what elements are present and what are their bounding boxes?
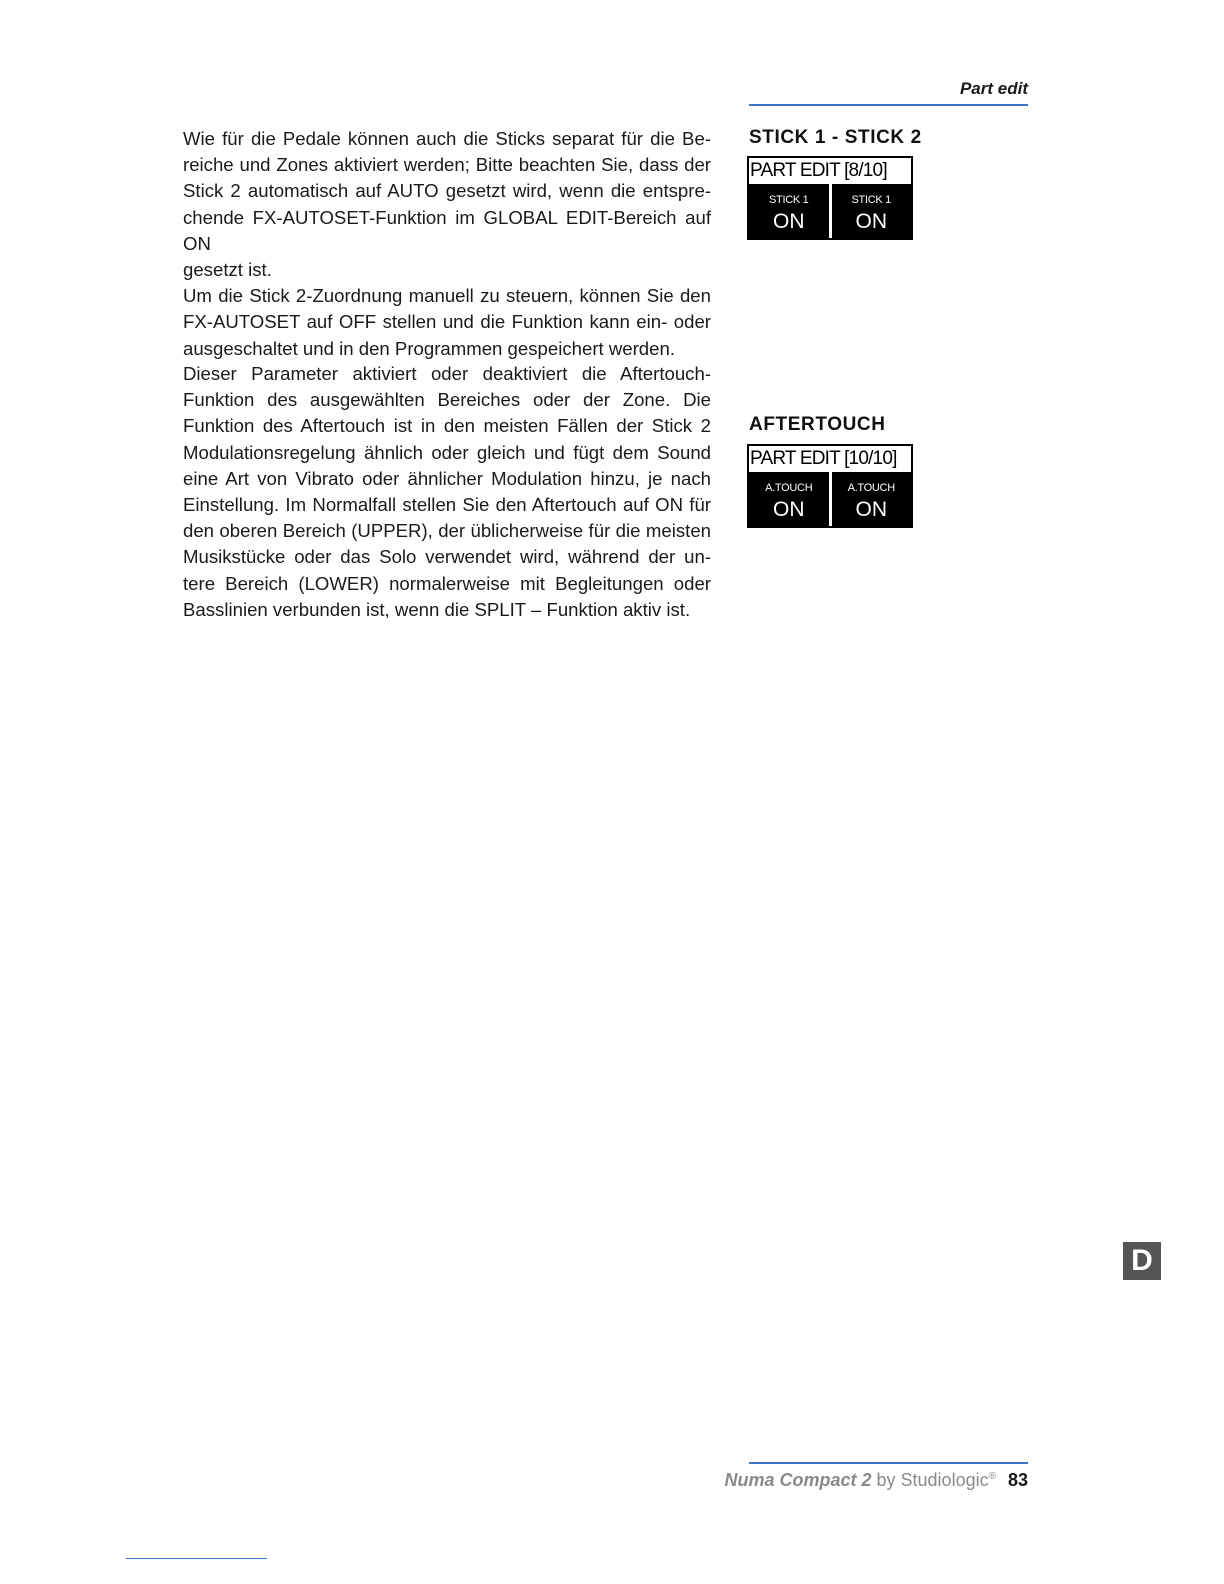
lcd-cell-value: ON xyxy=(773,498,805,521)
text-line: Dieser Parameter aktiviert oder deaktiviert die Aftertouch- xyxy=(183,363,711,384)
text-line: Wie für die Pedale können auch die Sticks separat für die Be- xyxy=(183,128,711,149)
lcd-row xyxy=(749,472,911,526)
text-line: gesetzt ist. xyxy=(183,259,272,281)
page-footer xyxy=(700,1470,1028,1491)
text-line: Einstellung. Im Normalfall stellen Sie den Aftertouch auf ON für xyxy=(183,494,711,516)
stick-lcd-display xyxy=(747,156,913,240)
lcd-cell-stick-2 xyxy=(829,184,912,238)
lcd-cell-label: STICK 1 xyxy=(769,194,809,206)
aftertouch-description xyxy=(183,361,711,623)
aftertouch-section-label: AFTERTOUCH xyxy=(749,414,886,435)
text-line: eine Art von Vibrato oder ähnlicher Modulation hinzu, je nach xyxy=(183,467,711,489)
text-line: Funktion des Aftertouch ist in den meisten Fällen der Stick 2 xyxy=(183,415,711,437)
text-line: tere Bereich (LOWER) normalerweise mit Begleitungen oder xyxy=(183,572,711,594)
lcd-cell-value: ON xyxy=(773,210,805,233)
lcd-title: PART EDIT [8/10] xyxy=(749,158,911,184)
lcd-title: PART EDIT [10/10] xyxy=(749,446,911,472)
lcd-cell-atouch-2 xyxy=(829,472,912,526)
lcd-cell-label: A.TOUCH xyxy=(847,482,895,494)
lcd-cell-atouch-1 xyxy=(749,472,829,526)
text-line: Stick 2 automatisch auf AUTO gesetzt wird, wenn die entspre- xyxy=(183,180,711,202)
text-line: Basslinien verbunden ist, wenn die SPLIT – Funktion aktiv ist. xyxy=(183,598,691,620)
text-line: den oberen Bereich (UPPER), der üblicherweise für die meisten xyxy=(183,520,711,542)
header-rule xyxy=(749,104,1028,106)
text-line: Um die Stick 2-Zuordnung manuell zu steuern, können Sie den xyxy=(183,285,711,307)
lcd-row xyxy=(749,184,911,238)
footer-brand: by Studiologic xyxy=(871,1470,989,1490)
footer-registered-mark: ® xyxy=(988,1471,996,1482)
footer-rule xyxy=(749,1462,1028,1464)
lcd-cell-stick-1 xyxy=(749,184,829,238)
text-line: Modulationsregelung ähnlich oder gleich und fügt dem Sound xyxy=(183,441,711,463)
lcd-cell-label: A.TOUCH xyxy=(765,482,813,494)
text-line: chende FX-AUTOSET-Funktion im GLOBAL EDIT-Bereich auf ON xyxy=(183,206,711,254)
lcd-cell-value: ON xyxy=(855,498,887,521)
footer-product: Numa Compact 2 xyxy=(724,1470,872,1490)
bottom-link-rule xyxy=(126,1558,267,1559)
text-line: Funktion des ausgewählten Bereiches oder der Zone. Die xyxy=(183,389,711,411)
text-line: reiche und Zones aktiviert werden; Bitte beachten Sie, dass der xyxy=(183,154,711,176)
aftertouch-lcd-display xyxy=(747,444,913,528)
text-line: ausgeschaltet und in den Programmen gespeichert werden. xyxy=(183,337,675,359)
section-header: Part edit xyxy=(959,79,1028,98)
language-tab: D xyxy=(1123,1242,1161,1280)
text-line: FX-AUTOSET auf OFF stellen und die Funktion kann ein- oder xyxy=(183,311,711,333)
text-line: Musikstücke oder das Solo verwendet wird, während der un- xyxy=(183,546,711,568)
page-number: 83 xyxy=(1007,1470,1028,1490)
stick-section-label: STICK 1 - STICK 2 xyxy=(749,127,922,148)
stick-description xyxy=(183,126,711,362)
lcd-cell-value: ON xyxy=(855,210,887,233)
lcd-cell-label: STICK 1 xyxy=(851,194,891,206)
